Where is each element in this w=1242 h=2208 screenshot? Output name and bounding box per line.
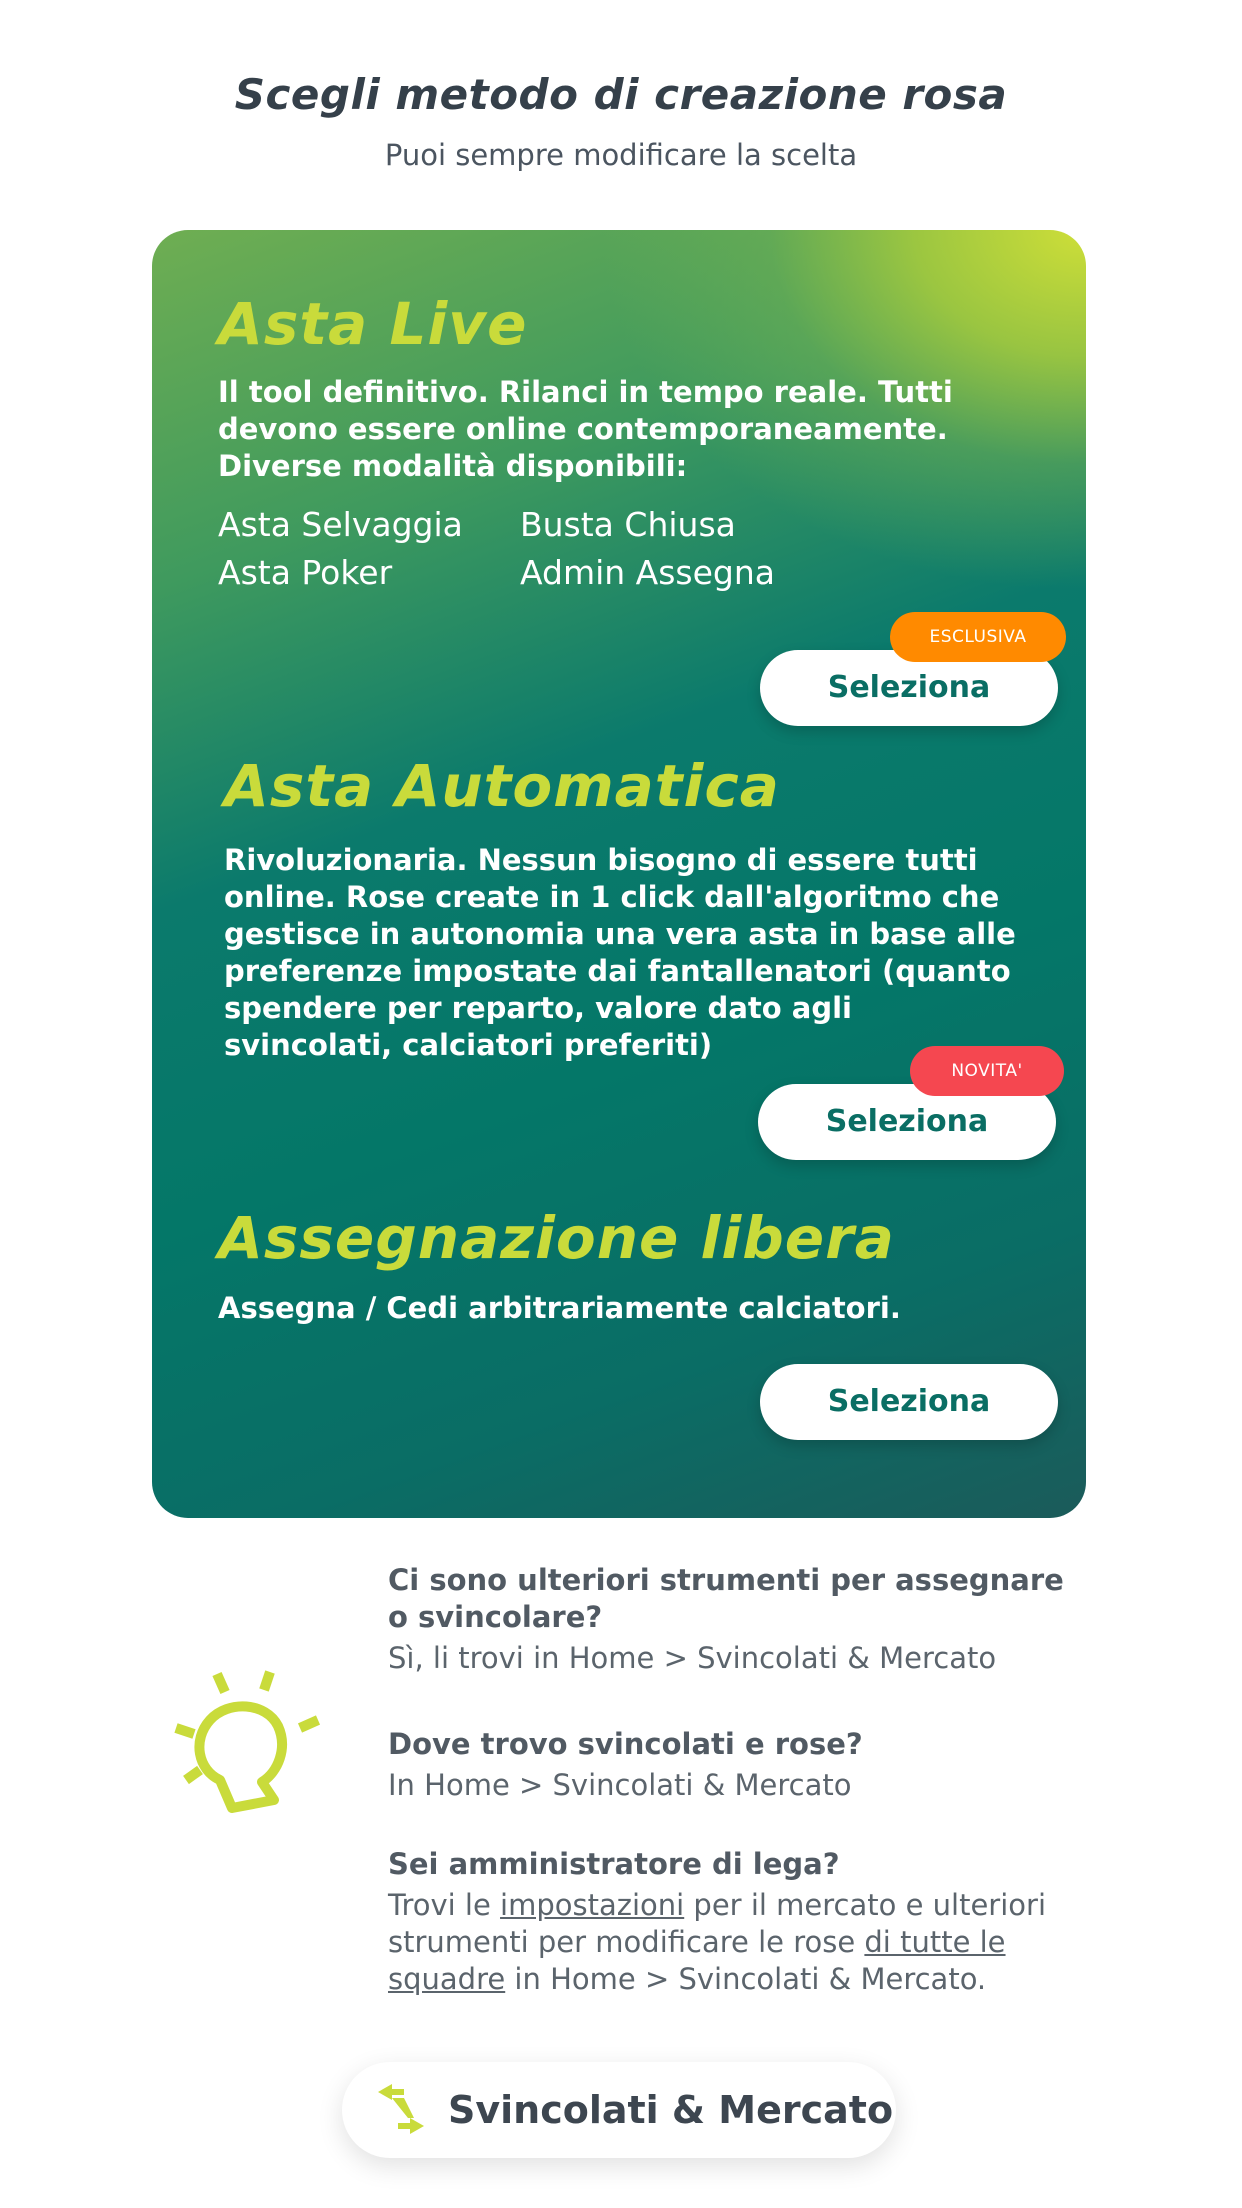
- lightbulb-icon: [170, 1668, 330, 1838]
- svincolati-mercato-button[interactable]: [342, 2062, 896, 2158]
- asta-automatica-select-button[interactable]: Seleziona: [758, 1084, 1056, 1160]
- mode-asta-selvaggia: Asta Selvaggia: [218, 505, 463, 544]
- faq-item-tools: [388, 1562, 1088, 1677]
- mode-asta-poker: Asta Poker: [218, 553, 393, 592]
- assegnazione-libera-description: Assegna / Cedi arbitrariamente calciatori.: [218, 1291, 901, 1325]
- mode-admin-assegna: Admin Assegna: [520, 553, 776, 592]
- asta-live-title: Asta Live: [218, 290, 528, 358]
- page-title: Scegli metodo di creazione rosa: [234, 70, 1008, 119]
- swap-arrows-icon: [374, 2084, 428, 2136]
- assegnazione-libera-select-button[interactable]: Seleziona: [760, 1364, 1058, 1440]
- faq-item-admin: [388, 1846, 1088, 1998]
- answer-text: per il mercato e ulteriori strumenti per modificare le rose: [388, 1888, 1046, 1959]
- faq-item-where: [388, 1726, 1088, 1804]
- faq-question: Sei amministratore di lega?: [388, 1847, 840, 1881]
- faq-answer: Sì, li trovi in Home > Svincolati & Mercato: [388, 1641, 997, 1675]
- assegnazione-libera-title: Assegnazione libera: [218, 1204, 895, 1272]
- asta-automatica-title: Asta Automatica: [224, 752, 780, 820]
- faq-question: Dove trovo svincolati e rose?: [388, 1727, 863, 1761]
- tutte-le-squadre-link[interactable]: di tutte le squadre: [388, 1925, 1006, 1996]
- impostazioni-link[interactable]: impostazioni: [500, 1888, 685, 1922]
- asta-live-description: Il tool definitivo. Rilanci in tempo reale. Tutti devono essere online contemporaneamente. Diverse modalità disponibili:: [218, 375, 953, 483]
- faq-answer: In Home > Svincolati & Mercato: [388, 1768, 852, 1802]
- svincolati-mercato-label: Svincolati & Mercato: [448, 2088, 894, 2132]
- esclusiva-badge: ESCLUSIVA: [890, 612, 1066, 662]
- asta-live-select-button[interactable]: Seleziona: [760, 650, 1058, 726]
- answer-text: Trovi le: [388, 1888, 501, 1922]
- asta-automatica-description: Rivoluzionaria. Nessun bisogno di essere tutti online. Rose create in 1 click dall'algoritmo che gestisce in autonomia una vera asta in base alle preferenze impostate dai fantallenatori (quanto spendere per reparto, valore dato agli svincolati, calciatori preferiti): [224, 843, 1016, 1062]
- page-subtitle: Puoi sempre modificare la scelta: [384, 138, 858, 172]
- creation-methods-card: [152, 230, 1086, 1518]
- mode-busta-chiusa: Busta Chiusa: [520, 505, 736, 544]
- novita-badge: NOVITA': [910, 1046, 1064, 1096]
- answer-text: in Home > Svincolati & Mercato.: [505, 1962, 987, 1996]
- faq-question: Ci sono ulteriori strumenti per assegnare o svincolare?: [388, 1563, 1064, 1634]
- faq-answer: [388, 1887, 1088, 1998]
